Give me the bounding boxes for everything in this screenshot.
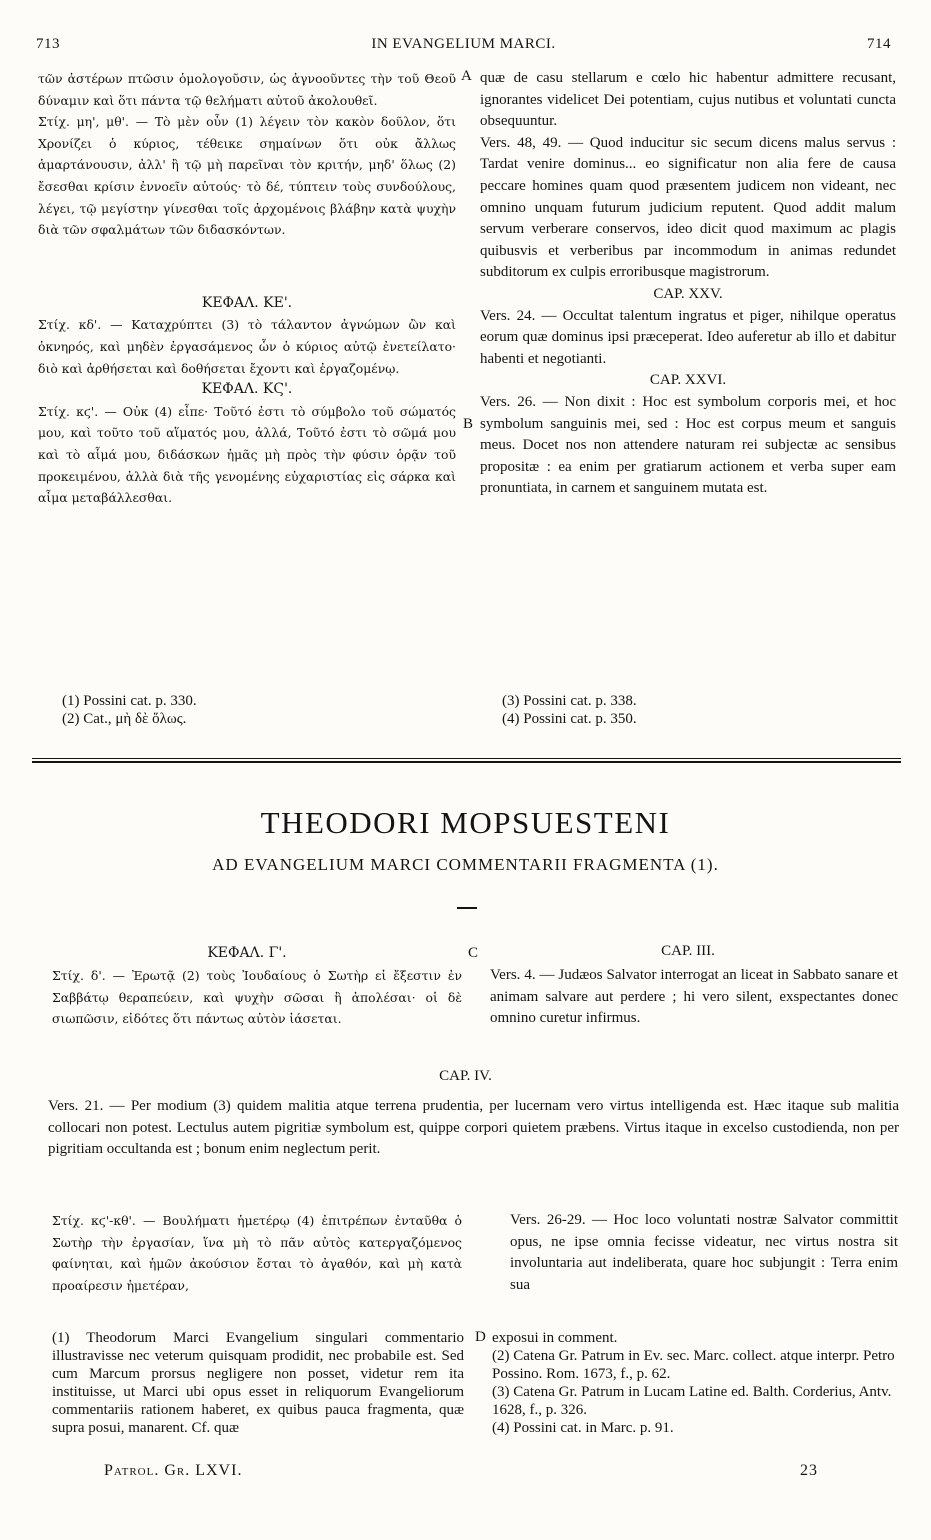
latin-paragraph: Vers. 26-29. — Hoc loco voluntati nostræ Salvator committit opus, ne ipse omnia fecisse videatur, nec virtus nostra sit involuntaria aut indeliberata, quare hoc subjungit : Terra enim sua: [510, 1212, 898, 1293]
latin-chapter-heading: CAP. III.: [661, 943, 715, 959]
footnotes-left-top: [62, 692, 442, 728]
latin-chapter-heading: CAP. XXV.: [653, 285, 723, 302]
greek-chapter-heading: ΚΕΦΑΛ. ΚΕ'.: [201, 294, 293, 311]
greek-chapter-heading: ΚΕΦΑΛ. Γ'.: [207, 945, 287, 961]
greek-paragraph: Στίχ. κϛ'-κθ'. — Βουλήματι ἡμετέρῳ (4) ἐπιτρέπων ἐνταῦθα ὁ Σωτὴρ τὴν ἐργασίαν, ἵνα μὴ τὸ πᾶν αὐτὸς κατεργαζόμενος φαίνηται, καὶ ἡμῶν ἀκούσιον ἔσται τὸ ἀγαθόν, καὶ μὴ κατὰ προαίρεσιν ἡμετέραν,: [52, 1213, 462, 1293]
greek-paragraph: Στίχ. μη', μθ'. — Τὸ μὲν οὖν (1) λέγειν τὸν κακὸν δοῦλον, ὅτι Χρονίζει ὁ κύριος, τέθεικε σημαίνων ὅτι οὐκ ἄλλως ἁμαρτάνουσιν, ἀλλ' ἢ τῷ μὴ παρεῖναι τὸν κριτήν, μηδ' ὅλως (2) ἔσεσθαι κρίσιν ἐννοεῖν αὐτούς· τὸ δέ, τύπτειν τοὺς συνδούλους, λέγει, τῷ μεγίστην γίνεσθαι τοῖς ἀρχομένοις βλάβην κατὰ ψυχὴν διὰ τῶν σφαλμάτων τῶν διδασκόντων.: [38, 114, 456, 238]
section-rule-thick: [32, 761, 901, 763]
latin-paragraph: Vers. 24. — Occultat talentum ingratus et piger, nihilque operatus eorum quæ dominus ipsi præceperat. Ideo auferetur ab illo et dabitur habenti et negotianti.: [480, 307, 896, 367]
greek-paragraph: τῶν ἀστέρων πτῶσιν ὁμολογοῦσιν, ὡς ἀγνοοῦντες τὴν τοῦ Θεοῦ δύναμιν καὶ ὅτι πάντα τῷ θελήματι αὐτοῦ ἀκολουθεῖ.: [38, 71, 456, 108]
greek-paragraph: Στίχ. κδ'. — Καταχρύπτει (3) τὸ τάλαντον ἀγνώμων ὢν καὶ ὀκνηρός, καὶ μηδὲν ἐργασάμενος ὧν ὁ κύριος αὐτῷ ἐνετείλατο· διὸ καὶ ἀρθήσεται καὶ δοθήσεται ἔχοντι καὶ ἐργαζομένῳ.: [38, 317, 456, 376]
margin-letter-b: B: [463, 416, 474, 432]
footer-signature: 23: [800, 1462, 818, 1479]
latin-paragraph: Vers. 48, 49. — Quod inducitur sic secum dicens malus servus : Tardat venire dominus... eo significatur non alia fere de causa peccare homines quam quod præsentem judicem non videant, nec omnino unquam futurum judicium reputent. Quod addit malum servum verberare conservos, ideo dicit quod maximum ac plagis quibusvis et verberibus par incommodum in animas redundet subditorum ex culpis erroribusque magistrorum.: [480, 134, 896, 281]
latin-column-top: [480, 68, 896, 500]
footnotes-right-bottom: [492, 1329, 900, 1437]
title-dash: [457, 907, 477, 909]
running-title: IN EVANGELIUM MARCI.: [371, 36, 556, 52]
margin-letter-d: D: [475, 1329, 486, 1345]
page-number-left: 713: [36, 36, 60, 52]
greek-chapter-heading: ΚΕΦΑΛ. ΚϚ'.: [201, 381, 293, 398]
greek-paragraph: Στίχ. δ'. — Ἐρωτᾷ (2) τοὺς Ἰουδαίους ὁ Σωτὴρ εἰ ἔξεστιν ἐν Σαββάτῳ θεραπεύειν, καὶ ψυχὴν σῶσαι ἢ ἀπολέσαι· οἱ δὲ σιωπῶσιν, εἰδότες ὅτι πάντως αὐτὸν ἰάσεται.: [52, 968, 462, 1027]
latin-chapter-heading: CAP. XXVI.: [649, 372, 727, 389]
footnote: exposui in comment.: [492, 1330, 618, 1346]
section-title: THEODORI MOPSUESTENI: [260, 805, 671, 840]
footnote: (3) Catena Gr. Patrum in Lucam Latine ed. Balth. Corderius, Antv. 1628, f., p. 326.: [492, 1384, 892, 1418]
footnote: (2) Cat., μὴ δὲ ὅλως.: [62, 711, 187, 727]
latin-paragraph: Vers. 26. — Non dixit : Hoc est symbolum corporis mei, et hoc symbolum sanguinis mei, sed : Hoc est corpus meum et sanguis meus. Docet nos non attendere naturam rei subjectæ ac sensibus propositæ : ea enim per gratiarum actionem et verba super eam pronuntiata, in carnem et sanguinem mutata est.: [480, 393, 896, 497]
footnote: (2) Catena Gr. Patrum in Ev. sec. Marc. collect. atque interpr. Petro Possino. Rom. 1673, f., p. 62.: [492, 1348, 895, 1382]
footnote: (4) Possini cat. p. 350.: [502, 711, 637, 727]
footnotes-right-top: [502, 692, 882, 728]
section-subtitle: AD EVANGELIUM MARCI COMMENTARII FRAGMENTA (1).: [212, 855, 719, 874]
latin-paragraph: quæ de casu stellarum e cœlo hic habentur admittere recusant, ignorantes videlicet Dei potentiam, cujus nutibus et voluntati cuncta obsequuntur.: [480, 70, 896, 130]
footnote-left-bottom: (1) Theodorum Marci Evangelium singulari commentario illustravisse nec veterum quisquam prodidit, nec probabile est. Sed cum Marcum prorsus negligere non posset, videtur rem ita instituisse, ut Marci ubi opus esset in reliquorum Evangeliorum commentariis rationem haberet, ex quibus pauca fragmenta, quæ supra posui, manarent. Cf. quæ: [52, 1330, 464, 1436]
margin-letter-a: A: [461, 68, 472, 84]
running-header: [36, 36, 891, 58]
full-width-paragraph: Vers. 21. — Per modium (3) quidem malitia atque terrena prudentia, per lucernam vero virtus intelligenda est. Hæc itaque sub malitia collocari non potest. Lectulus autem pigritiæ symbolum est, quippe corpori quietem præbens. Virtus itaque in excelso custodienda, non per pigritiam occultanda est ; bonum enim neglectum perit.: [48, 1098, 899, 1158]
page-number-right: 714: [867, 36, 891, 52]
footnote: (1) Possini cat. p. 330.: [62, 693, 197, 709]
footnote: (3) Possini cat. p. 338.: [502, 693, 637, 709]
greek-paragraph: Στίχ. κϛ'. — Οὐκ (4) εἶπε· Τοῦτό ἐστι τὸ σύμβολο τοῦ σώματός μου, καὶ τοῦτο τοῦ αἵματός μου, ἀλλά, Τοῦτό ἐστι τὸ σῶμά μου καὶ τὸ αἷμά μου, διδάσκων ἡμᾶς μὴ πρὸς τὴν φύσιν ὁρᾷν τοῦ προκειμένου, ἀλλὰ διὰ τῆς γενομένης εὐχαριστίας εἰς σάρκα καὶ αἷμα μεταβάλλεσθαι.: [38, 403, 456, 506]
margin-letter-c: C: [468, 945, 479, 961]
greek-column-top: [38, 68, 456, 509]
latin-paragraph: Vers. 4. — Judæos Salvator interrogat an liceat in Sabbato sanare et animam salvare aut perdere ; hi vero silent, exspectantes donec omnino curetur infirmus.: [490, 967, 898, 1027]
footer-volume: Patrol. Gr. LXVI.: [104, 1462, 243, 1479]
footnote: (4) Possini cat. in Marc. p. 91.: [492, 1420, 674, 1436]
section-rule: [32, 758, 901, 759]
chapter-heading-iv: CAP. IV.: [439, 1068, 492, 1084]
